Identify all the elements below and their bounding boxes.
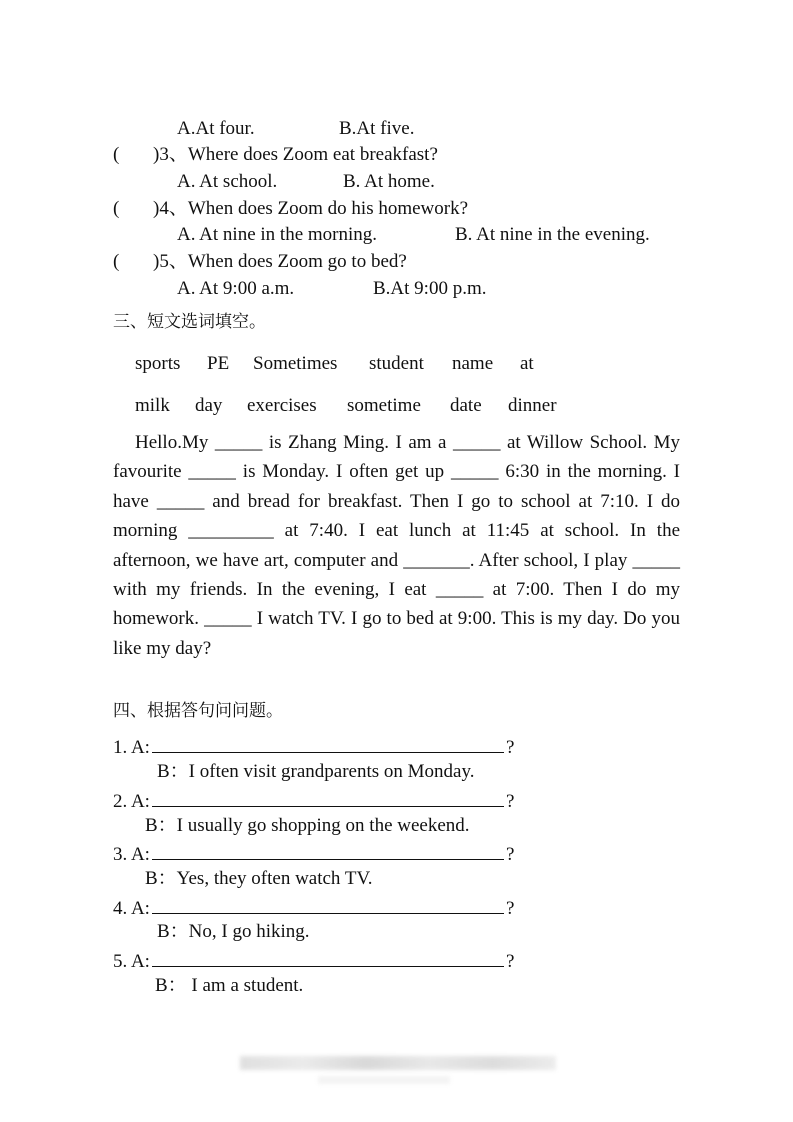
question-mark: ? xyxy=(505,844,515,865)
answer-paren-close: ) xyxy=(153,144,160,165)
question-5 xyxy=(113,251,407,273)
qa-item-3-question xyxy=(113,841,514,866)
cloze-passage: Hello.My _____ is Zhang Ming. I am a _____ at Willow School. My favourite _____ is Monday. I often get up _____ 6:30 in the morning. I have _____ and bread for breakfast. Then I go to school at 7:10. I do morning _________ at 7:40. I eat lunch at 11:45 at school. In the afternoon, we have art, computer and _______. After school, I play _____ with my friends. In the evening, I eat _____ at 7:00. Then I do my homework. _____ I watch TV. I go to bed at 9:00. This is my day. Do you like my day? xyxy=(113,432,680,659)
word-bank-item: at xyxy=(520,353,534,374)
answer-blank[interactable] xyxy=(152,948,504,967)
qa-item-1-question xyxy=(113,734,514,759)
qa-a-label: 3. A: xyxy=(113,844,150,865)
section-4-heading: 四、根据答句问问题。 xyxy=(113,701,283,721)
question-number: 4、 xyxy=(159,198,188,219)
question-text: When does Zoom do his homework? xyxy=(187,198,469,219)
qa-a-label: 4. A: xyxy=(113,898,150,919)
question-mark: ? xyxy=(505,737,515,758)
word-bank-item: student xyxy=(369,353,424,374)
blurred-footer xyxy=(240,1056,556,1070)
question-mark: ? xyxy=(505,898,515,919)
word-bank-item: dinner xyxy=(508,395,557,416)
qa-a-label: 2. A: xyxy=(113,791,150,812)
word-bank-item: date xyxy=(450,395,482,416)
answer-paren-close: ) xyxy=(153,251,160,272)
qa-item-5-answer: B： I am a student. xyxy=(155,975,304,996)
question-mark: ? xyxy=(505,951,515,972)
answer-paren-open[interactable]: ( xyxy=(113,144,120,165)
qa-item-3-answer: B：Yes, they often watch TV. xyxy=(145,868,373,889)
q2-option-b: B.At five. xyxy=(339,118,415,139)
qa-item-1-answer: B：I often visit grandparents on Monday. xyxy=(157,761,475,782)
qa-item-4-answer: B：No, I go hiking. xyxy=(157,921,310,942)
word-bank-item: sports xyxy=(135,353,181,374)
answer-blank[interactable] xyxy=(152,841,504,860)
question-text: When does Zoom go to bed? xyxy=(187,251,407,272)
q4-option-a: A. At nine in the morning. xyxy=(177,224,378,245)
answer-blank[interactable] xyxy=(152,895,504,914)
q5-option-a: A. At 9:00 a.m. xyxy=(177,278,295,299)
blurred-footer-sub xyxy=(318,1076,450,1084)
answer-paren-open[interactable]: ( xyxy=(113,198,120,219)
qa-item-4-question xyxy=(113,895,514,920)
q3-option-b: B. At home. xyxy=(343,171,435,192)
word-bank-item: exercises xyxy=(247,395,317,416)
question-4 xyxy=(113,198,468,220)
question-mark: ? xyxy=(505,791,515,812)
qa-item-2-question xyxy=(113,788,514,813)
q4-option-b: B. At nine in the evening. xyxy=(455,224,650,245)
q5-option-b: B.At 9:00 p.m. xyxy=(373,278,487,299)
word-bank-item: name xyxy=(452,353,494,374)
question-number: 5、 xyxy=(159,251,188,272)
q2-option-a: A.At four. xyxy=(177,118,255,139)
section-3-heading: 三、短文选词填空。 xyxy=(113,312,266,332)
answer-paren-open[interactable]: ( xyxy=(113,251,120,272)
word-bank-item: sometime xyxy=(347,395,421,416)
qa-a-label: 1. A: xyxy=(113,737,150,758)
qa-a-label: 5. A: xyxy=(113,951,150,972)
word-bank-item: milk xyxy=(135,395,170,416)
word-bank-item: day xyxy=(195,395,223,416)
answer-blank[interactable] xyxy=(152,734,504,753)
qa-item-2-answer: B：I usually go shopping on the weekend. xyxy=(145,815,470,836)
word-bank-item: Sometimes xyxy=(253,353,338,374)
question-text: Where does Zoom eat breakfast? xyxy=(187,144,438,165)
answer-blank[interactable] xyxy=(152,788,504,807)
answer-paren-close: ) xyxy=(153,198,160,219)
question-3 xyxy=(113,144,438,166)
question-number: 3、 xyxy=(159,144,188,165)
q3-option-a: A. At school. xyxy=(177,171,278,192)
word-bank-item: PE xyxy=(207,353,230,374)
qa-item-5-question xyxy=(113,948,514,973)
